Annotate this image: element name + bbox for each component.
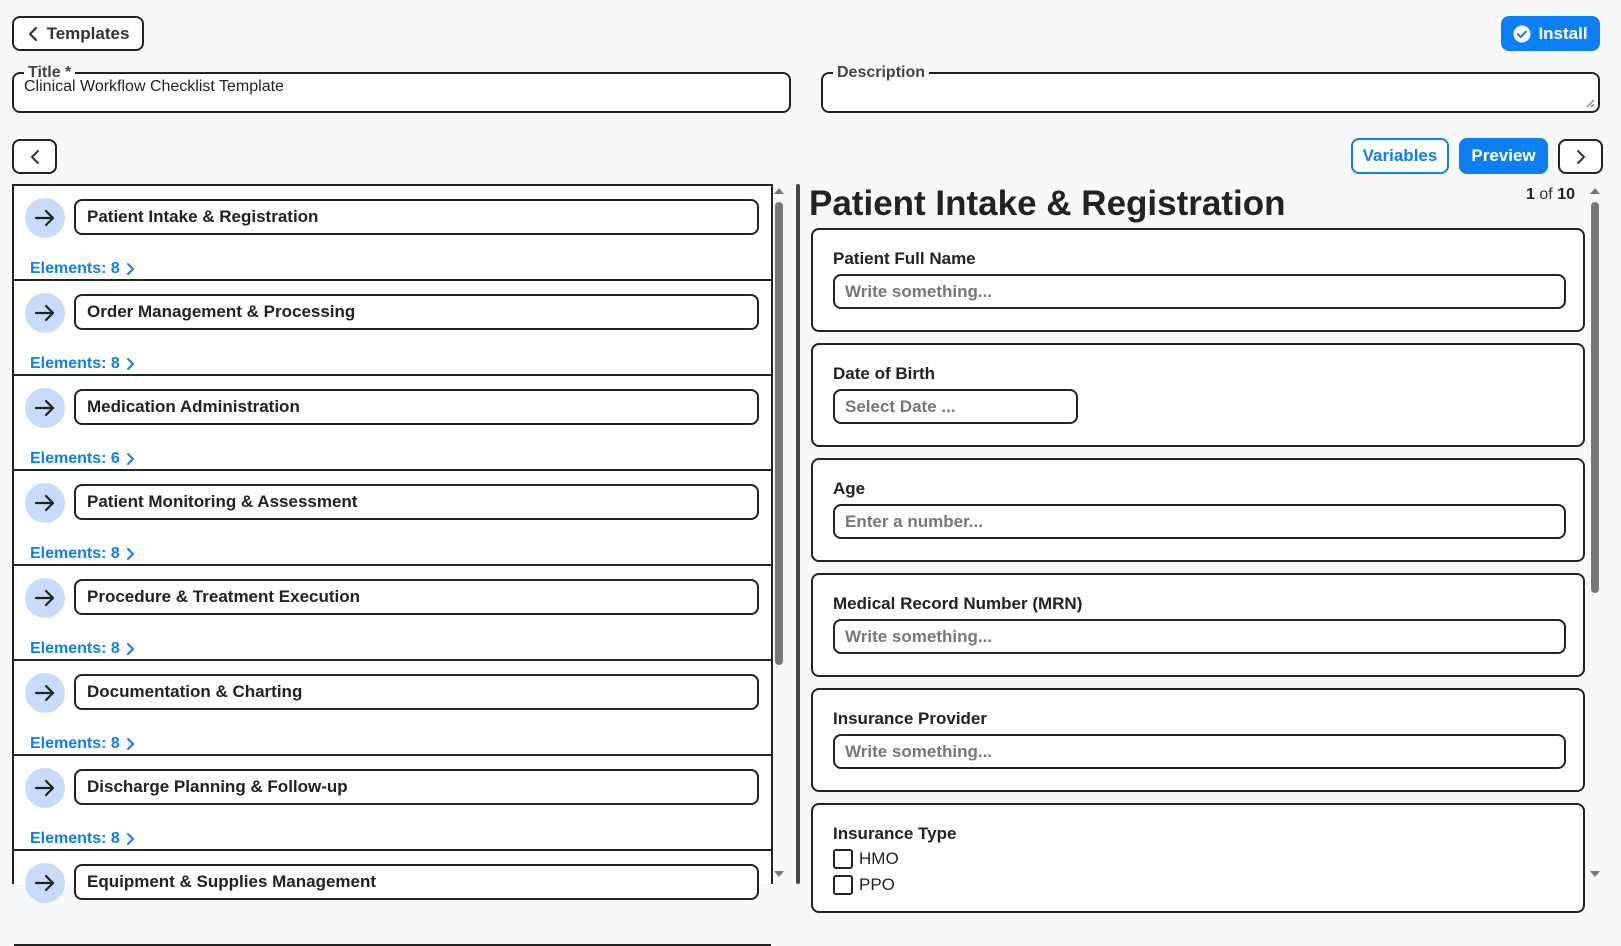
arrow-right-icon bbox=[34, 209, 56, 227]
checkbox[interactable] bbox=[833, 875, 853, 895]
title-field-value: Clinical Workflow Checklist Template bbox=[24, 78, 284, 95]
field-card-mrn bbox=[811, 573, 1585, 677]
elements-count: Elements: 6 bbox=[30, 450, 120, 467]
arrow-right-icon bbox=[34, 684, 56, 702]
section-item bbox=[14, 851, 771, 946]
arrow-right-icon bbox=[34, 399, 56, 417]
sections-list bbox=[12, 184, 773, 891]
chevron-right-icon bbox=[126, 642, 136, 656]
checkbox-label: PPO bbox=[859, 875, 895, 894]
install-button-label: Install bbox=[1538, 23, 1588, 43]
section-title-input[interactable]: Discharge Planning & Follow-up bbox=[74, 769, 759, 805]
title-field[interactable] bbox=[12, 66, 791, 113]
field-card-patient-full-name bbox=[811, 228, 1585, 332]
chevron-right-icon bbox=[126, 547, 136, 561]
preview-button-label: Preview bbox=[1471, 146, 1536, 165]
chevron-right-icon bbox=[126, 452, 136, 466]
insurance-provider-input[interactable]: Write something... bbox=[833, 734, 1566, 769]
arrow-right-icon bbox=[34, 779, 56, 797]
collapse-panel-button[interactable] bbox=[12, 139, 57, 174]
section-title-input[interactable]: Order Management & Processing bbox=[74, 294, 759, 330]
checkbox-option-ppo[interactable] bbox=[833, 875, 895, 895]
section-elements-link[interactable] bbox=[30, 355, 136, 373]
chevron-right-icon bbox=[126, 357, 136, 371]
chevron-right-icon bbox=[126, 262, 136, 276]
open-section-button[interactable] bbox=[25, 198, 65, 238]
open-section-button[interactable] bbox=[25, 388, 65, 428]
sections-scrollbar[interactable] bbox=[773, 184, 785, 884]
section-elements-link[interactable] bbox=[30, 735, 136, 753]
open-section-button[interactable] bbox=[25, 768, 65, 808]
resize-handle-icon[interactable] bbox=[1585, 98, 1595, 108]
chevron-left-icon bbox=[27, 26, 39, 42]
elements-count: Elements: 8 bbox=[30, 640, 120, 657]
scroll-up-arrow-icon[interactable] bbox=[774, 188, 784, 194]
sections-scrollbar-thumb[interactable] bbox=[775, 202, 783, 665]
section-title-input[interactable]: Procedure & Treatment Execution bbox=[74, 579, 759, 615]
variables-button[interactable] bbox=[1351, 138, 1449, 174]
field-label: Insurance Type bbox=[833, 824, 957, 843]
open-section-button[interactable] bbox=[25, 483, 65, 523]
section-title-input[interactable]: Patient Intake & Registration bbox=[74, 199, 759, 235]
open-section-button[interactable] bbox=[25, 673, 65, 713]
panel-divider[interactable] bbox=[796, 184, 800, 884]
open-section-button[interactable] bbox=[25, 578, 65, 618]
section-title-input[interactable]: Medication Administration bbox=[74, 389, 759, 425]
checkbox-label: HMO bbox=[859, 849, 899, 868]
chevron-right-icon bbox=[1575, 149, 1587, 165]
section-item bbox=[14, 281, 771, 376]
section-item bbox=[14, 186, 771, 281]
field-label: Medical Record Number (MRN) bbox=[833, 594, 1083, 613]
arrow-right-icon bbox=[34, 589, 56, 607]
scroll-down-arrow-icon[interactable] bbox=[1590, 871, 1600, 877]
back-button-label: Templates bbox=[46, 23, 130, 43]
arrow-right-icon bbox=[34, 304, 56, 322]
field-card-age bbox=[811, 458, 1585, 562]
section-item bbox=[14, 566, 771, 661]
elements-count: Elements: 8 bbox=[30, 260, 120, 277]
patient-full-name-input[interactable]: Write something... bbox=[833, 274, 1566, 309]
install-button[interactable] bbox=[1501, 16, 1600, 51]
chevron-left-icon bbox=[29, 149, 41, 165]
section-item bbox=[14, 471, 771, 566]
back-to-templates-button[interactable] bbox=[12, 16, 144, 51]
preview-page-title: Patient Intake & Registration bbox=[809, 184, 1286, 223]
field-label: Patient Full Name bbox=[833, 249, 976, 268]
section-elements-link[interactable] bbox=[30, 640, 136, 658]
preview-button[interactable] bbox=[1459, 138, 1548, 174]
checkbox[interactable] bbox=[833, 849, 853, 869]
field-label: Insurance Provider bbox=[833, 709, 988, 728]
preview-scrollbar[interactable] bbox=[1589, 184, 1601, 884]
checkbox-option-hmo[interactable] bbox=[833, 849, 899, 869]
arrow-right-icon bbox=[34, 494, 56, 512]
mrn-input[interactable]: Write something... bbox=[833, 619, 1566, 654]
field-card-insurance-type bbox=[811, 803, 1585, 913]
chevron-right-icon bbox=[126, 832, 136, 846]
section-item bbox=[14, 756, 771, 851]
section-item bbox=[14, 376, 771, 471]
section-item bbox=[14, 661, 771, 756]
elements-count: Elements: 8 bbox=[30, 355, 120, 372]
date-of-birth-input[interactable]: Select Date ... bbox=[833, 389, 1078, 424]
title-field-label: Title * bbox=[28, 64, 72, 81]
age-input[interactable]: Enter a number... bbox=[833, 504, 1566, 539]
open-section-button[interactable] bbox=[25, 863, 65, 903]
page-indicator bbox=[1526, 186, 1575, 204]
field-card-insurance-provider bbox=[811, 688, 1585, 792]
field-label: Date of Birth bbox=[833, 364, 935, 383]
chevron-right-icon bbox=[126, 737, 136, 751]
variables-button-label: Variables bbox=[1362, 146, 1438, 165]
elements-count: Elements: 8 bbox=[30, 735, 120, 752]
elements-count: Elements: 8 bbox=[30, 830, 120, 847]
description-field[interactable] bbox=[821, 66, 1600, 113]
section-title-input[interactable]: Documentation & Charting bbox=[74, 674, 759, 710]
elements-count: Elements: 8 bbox=[30, 545, 120, 562]
section-title-input[interactable]: Patient Monitoring & Assessment bbox=[74, 484, 759, 520]
description-field-label: Description bbox=[837, 64, 926, 81]
check-circle-icon bbox=[1513, 25, 1531, 43]
field-label: Age bbox=[833, 479, 866, 498]
expand-panel-button[interactable] bbox=[1558, 139, 1603, 174]
open-section-button[interactable] bbox=[25, 293, 65, 333]
scroll-up-arrow-icon[interactable] bbox=[1590, 188, 1600, 194]
page-current: 1 bbox=[1526, 186, 1535, 203]
section-elements-link[interactable] bbox=[30, 450, 136, 468]
section-elements-link[interactable] bbox=[30, 545, 136, 563]
preview-panel bbox=[809, 184, 1589, 894]
section-elements-link[interactable] bbox=[30, 830, 136, 848]
preview-scrollbar-thumb[interactable] bbox=[1591, 202, 1599, 593]
scroll-down-arrow-icon[interactable] bbox=[774, 871, 784, 877]
section-elements-link[interactable] bbox=[30, 260, 136, 278]
field-card-date-of-birth bbox=[811, 343, 1585, 447]
page-of: of bbox=[1539, 186, 1553, 203]
section-title-input[interactable]: Equipment & Supplies Management bbox=[74, 864, 759, 900]
arrow-right-icon bbox=[34, 874, 56, 892]
page-total: 10 bbox=[1557, 186, 1575, 203]
